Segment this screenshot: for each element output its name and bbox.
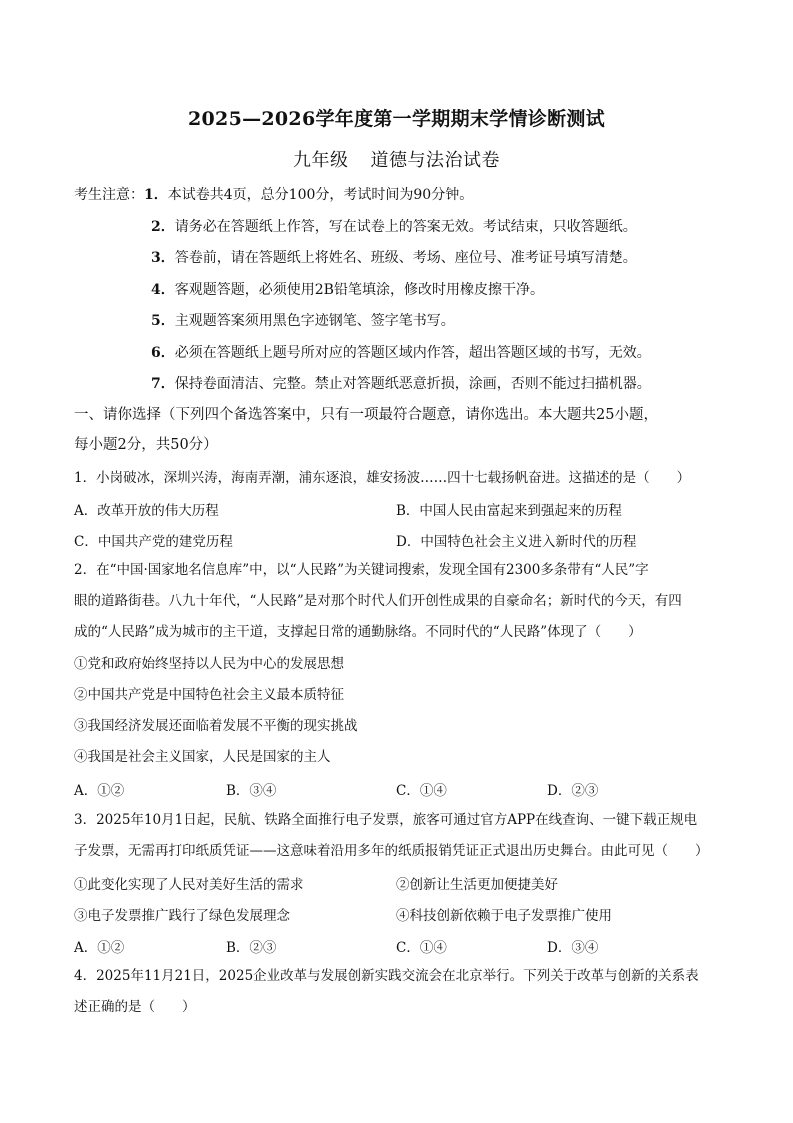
question-4-stem-line: 4．2025年11月21日，2025企业改革与发展创新实践交流会在北京举行。下列关于改革与创新的关系表 [74, 968, 699, 984]
q2-statement: ①党和政府始终坚持以人民为中心的发展思想 [74, 656, 344, 672]
exam-title: 2025—2026学年度第一学期期末学情诊断测试 [188, 108, 605, 130]
question-3-stem-line: 3．2025年10月1日起，民航、铁路全面推行电子发票，旅客可通过官方APP在线查询、一键下载正规电 [74, 812, 698, 828]
notice-text: 必须在答题纸上题号所对应的答题区域内作答，超出答题区域的书写，无效。 [174, 345, 651, 361]
q1-option-c[interactable]: C．中国共产党的建党历程 [74, 534, 233, 550]
q2-option-d[interactable]: D．②③ [547, 783, 599, 799]
notice-line-1 [74, 186, 473, 204]
question-2-stem-line: 成的“人民路”成为城市的主干道，支撑起日常的通勤脉络。不同时代的“人民路”体现了（ ） [74, 624, 642, 640]
notice-line-4 [151, 281, 544, 299]
notice-line-7 [151, 375, 651, 393]
question-3-stem-line: 子发票，无需再打印纸质凭证——这意味着沿用多年的纸质报销凭证正式退出历史舞台。由此可见（ ） [74, 843, 709, 859]
q2-statement: ②中国共产党是中国特色社会主义最本质特征 [74, 687, 344, 703]
notice-number: 2． [151, 219, 175, 235]
section-heading-cont: 每小题2分，共50分） [74, 437, 218, 453]
notice-number: 1． [144, 187, 168, 203]
notice-text: 保持卷面清洁、完整。禁止对答题纸恶意折损，涂画，否则不能过扫描机器。 [174, 376, 651, 392]
notice-text: 请务必在答题纸上作答，写在试卷上的答案无效。考试结束，只收答题纸。 [174, 219, 637, 235]
q1-option-d[interactable]: D．中国特色社会主义进入新时代的历程 [396, 534, 637, 550]
q3-statement: ③电子发票推广践行了绿色发展理念 [74, 908, 290, 924]
notice-line-5 [151, 312, 455, 330]
q3-option-c[interactable]: C．①④ [396, 940, 447, 956]
notice-line-3 [151, 249, 637, 267]
question-2-stem-line: 眼的道路街巷。八九十年代，“人民路”是对那个时代人们开创性成果的自豪命名；新时代的今天，有四 [74, 593, 682, 609]
question-2-stem-line: 2．在“中国·国家地名信息库”中，以“人民路”为关键词搜索，发现全国有2300多条带有“人民”字 [74, 562, 649, 578]
notice-number: 7． [151, 376, 175, 392]
q1-option-a[interactable]: A．改革开放的伟大历程 [74, 503, 219, 519]
notice-text: 答卷前，请在答题纸上将姓名、班级、考场、座位号、准考证号填写清楚。 [174, 250, 637, 266]
notice-number: 6． [151, 345, 175, 361]
q2-option-c[interactable]: C．①④ [396, 783, 447, 799]
q3-statement: ④科技创新依赖于电子发票推广使用 [396, 908, 612, 924]
q3-option-b[interactable]: B．②③ [226, 940, 277, 956]
notice-label: 考生注意： [74, 187, 144, 203]
q1-option-b[interactable]: B．中国人民由富起来到强起来的历程 [396, 503, 622, 519]
q2-option-b[interactable]: B．③④ [226, 783, 277, 799]
section-heading: 一、请你选择（下列四个备选答案中，只有一项最符合题意，请你选出。本大题共25小题， [74, 407, 658, 423]
exam-subtitle [0, 146, 793, 172]
notice-text: 客观题答题，必须使用2B铅笔填涂，修改时用橡皮擦干净。 [174, 282, 544, 298]
q2-statement: ④我国是社会主义国家，人民是国家的主人 [74, 749, 331, 765]
question-4-stem-line: 述正确的是（ ） [74, 999, 196, 1015]
notice-text: 本试卷共4页，总分100分，考试时间为90分钟。 [167, 187, 474, 203]
notice-number: 5． [151, 313, 175, 329]
q2-option-a[interactable]: A．①② [74, 783, 125, 799]
q3-statement: ②创新让生活更加便捷美好 [396, 877, 558, 893]
grade-label: 九年级 [293, 150, 349, 171]
q2-statement: ③我国经济发展还面临着发展不平衡的现实挑战 [74, 718, 358, 734]
notice-line-6 [151, 344, 651, 362]
q3-option-a[interactable]: A．①② [74, 940, 125, 956]
notice-number: 3． [151, 250, 175, 266]
q3-statement: ①此变化实现了人民对美好生活的需求 [74, 877, 304, 893]
notice-line-2 [151, 218, 637, 236]
question-1-stem: 1．小岗破冰，深圳兴涛，海南弄潮，浦东逐浪，雄安扬波……四十七载扬帆奋进。这描述的是（ ） [74, 470, 691, 486]
q3-option-d[interactable]: D．③④ [547, 940, 599, 956]
notice-number: 4． [151, 282, 175, 298]
subject-label: 道德与法治试卷 [370, 150, 500, 171]
notice-text: 主观题答案须用黑色字迹钢笔、签字笔书写。 [174, 313, 455, 329]
